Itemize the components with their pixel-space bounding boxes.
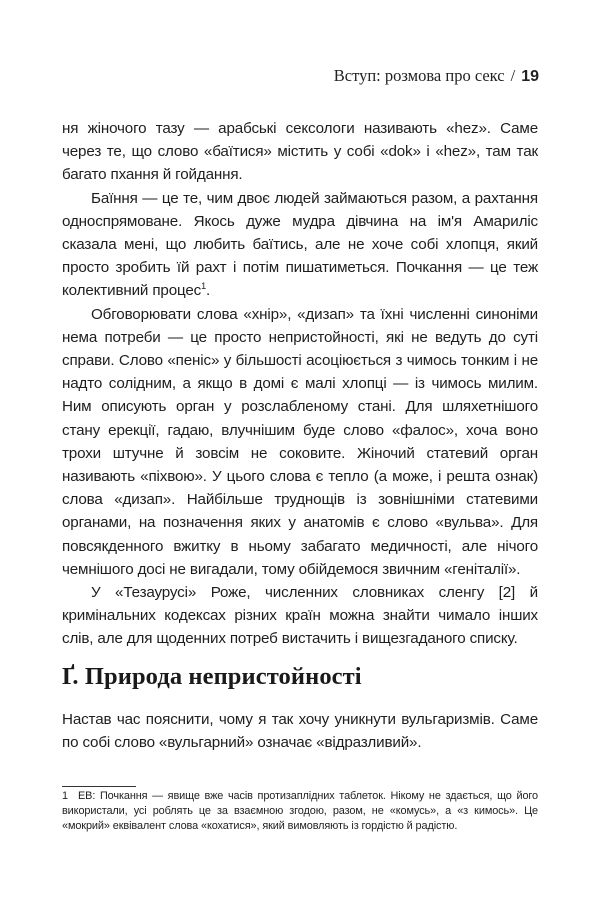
body-text-top (62, 117, 538, 651)
running-head-title: Вступ: розмова про секс (333, 66, 505, 85)
paragraph-after-heading: Настав час пояснити, чому я так хочу уникнути вульгаризмів. Саме по собі слово «вульгарний» означає «відразливий». (62, 711, 538, 752)
footnote-number: 1 (62, 790, 68, 802)
section-heading: Ґ. Природа непристойності (62, 663, 362, 690)
running-head-separator: / (510, 66, 516, 85)
footnote-divider (62, 786, 136, 787)
paragraph: У «Тезаурусі» Роже, численних словниках сленгу [2] й кримінальних кодексах різних країн можна знайти чимало інших слів, але для щоденних потреб вистачить і вищезгаданого списку. (62, 584, 538, 648)
page-number: 19 (521, 68, 539, 85)
paragraph: Баїння — це те, чим двоє людей займаються разом, а рахтання односпрямоване. Якось дуже мудра дівчина на ім'я Амариліс сказала мені, що любить баїтись, але не хоче собі хлопця, який просто зробить їй рахт і потім пишатиметься. Почкання — це теж колективний процес$^1$. (62, 189, 538, 300)
body-text-bottom (62, 708, 538, 754)
footnote-text: ЕВ: Почкання — явище вже часів протизаплідних таблеток. Нікому не здається, що його використали, усі роблять це за взаємною згодою, разом, не «комусь», а «з кимось». Це «мокрий» еквівалент слова «кохатися», який вимовляють із гордістю й радістю. (62, 790, 538, 833)
running-head (334, 66, 539, 86)
footnote-reference: 1 (201, 281, 206, 292)
paragraph: Обговорювати слова «хнір», «дизап» та їхні численні синоніми нема потреби — це просто непристойності, які не ведуть до суті справи. Слово «пеніс» у більшості асоціюється з чимось тонким і не надто солідним, а якщо в домі є малі хлопці — із чимось милим. Ним описують орган у розслабленому стані. Для шляхетнішого стану ерекції, гадаю, влучнішим буде слово «фалос», хоча воно трохи штучне й зовсім не соковите. Жіночий статевий орган називають «піхвою». У цього слова є тепло (а може, і решта ознак) слова «дизап». Найбільше труднощів із зовнішніми статевими органами, на позначення яких у анатомів є слово «вульва». Для повсякденного вжитку в ньому забагато медичності, але нічого чемнішого досі не вигадали, тому обійдемося звичним «геніталії». (62, 305, 538, 578)
paragraph-continued: ня жіночого тазу — арабські сексологи називають «hez». Саме через те, що слово «баїтися» містить у собі «dok» і «hez», там так багато пхання й гойдання. (62, 120, 538, 184)
paragraph-text: Баїння — це те, чим двоє людей займаються разом, а рахтання односпрямоване. Якось дуже мудра дівчина на ім'я Амариліс сказала мені, що любить баїтись, але не хоче собі хлопця, який просто зробить їй рахт і потім пишатиметься. Почкання — це теж колективний процес (62, 189, 538, 300)
footnote (62, 789, 538, 835)
